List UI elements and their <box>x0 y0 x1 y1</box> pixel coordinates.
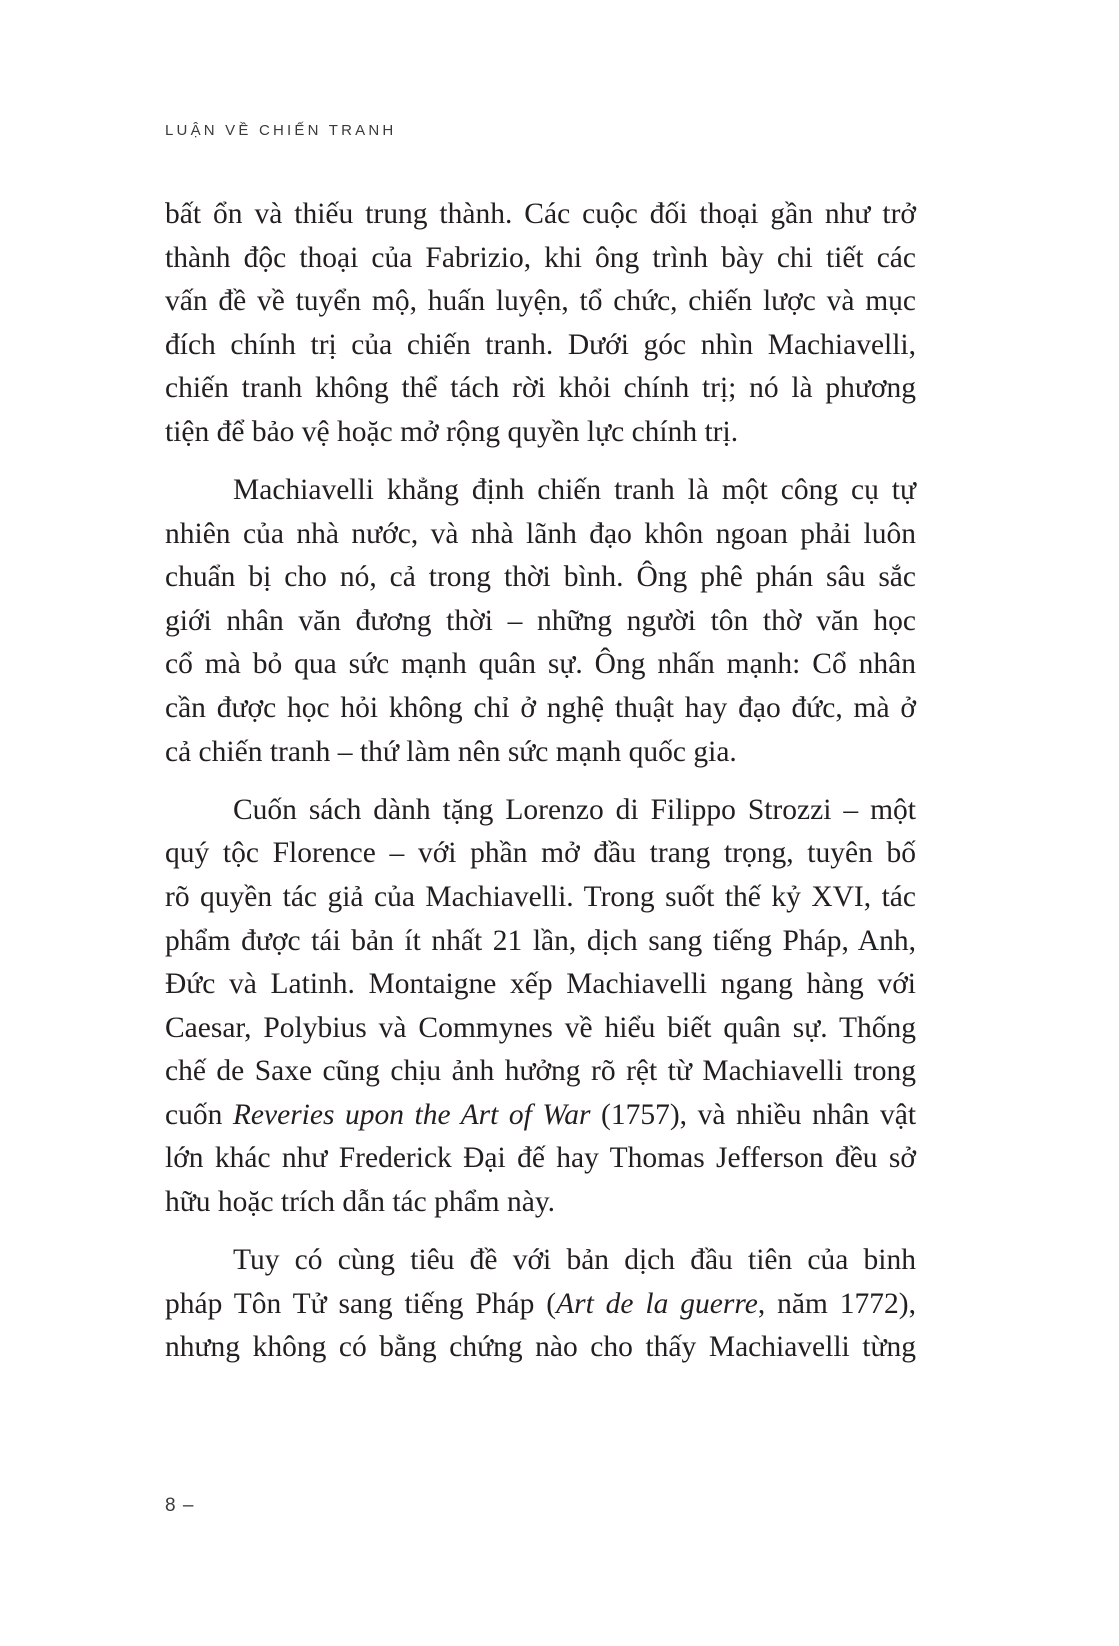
paragraph <box>165 193 916 455</box>
text-line: Đức và Latinh. Montaigne xếp Machiavelli ngang hàng với <box>165 968 916 1001</box>
text-line: thành độc thoại của Fabrizio, khi ông trình bày chi tiết các <box>165 241 916 274</box>
text-line: Tuy có cùng tiêu đề với bản dịch đầu tiên của binh <box>233 1244 916 1277</box>
text-line: chế de Saxe cũng chịu ảnh hưởng rõ rệt từ Machiavelli trong <box>165 1055 916 1088</box>
text-line: nhưng không có bằng chứng nào cho thấy Machiavelli từng <box>165 1331 916 1364</box>
text-line: nhiên của nhà nước, và nhà lãnh đạo khôn ngoan phải luôn <box>165 517 916 550</box>
text-segment: (1757), và nhiều nhân vật <box>590 1098 917 1131</box>
text-line: cổ mà bỏ qua sức mạnh quân sự. Ông nhấn mạnh: Cổ nhân <box>165 648 916 681</box>
text-line: hữu hoặc trích dẫn tác phẩm này. <box>165 1186 556 1219</box>
text-line: cần được học hỏi không chỉ ở nghệ thuật hay đạo đức, mà ở <box>165 692 916 725</box>
text-line: chuẩn bị cho nó, cả trong thời bình. Ông phê phán sâu sắc <box>165 561 916 594</box>
text-line-with-title <box>165 1283 916 1327</box>
text-line: giới nhân văn đương thời – những người tôn thờ văn học <box>165 604 916 637</box>
running-head: LUẬN VỀ CHIẾN TRANH <box>165 122 397 139</box>
paragraph <box>165 469 916 774</box>
text-line: quý tộc Florence – với phần mở đầu trang trọng, tuyên bố <box>165 837 916 870</box>
text-line: bất ổn và thiếu trung thành. Các cuộc đối thoại gần như trở <box>165 198 916 230</box>
text-line: cả chiến tranh – thứ làm nên sức mạnh quốc gia. <box>165 735 737 768</box>
book-title: Reveries upon the Art of War <box>232 1098 591 1131</box>
text-line: lớn khác như Frederick Đại đế hay Thomas Jefferson đều sở <box>165 1142 916 1175</box>
text-line: chiến tranh không thể tách rời khỏi chính trị; nó là phương <box>165 372 916 405</box>
text-line: Cuốn sách dành tặng Lorenzo di Filippo Strozzi – một <box>233 793 916 826</box>
text-line: Machiavelli khẳng định chiến tranh là một công cụ tự <box>233 474 916 507</box>
text-line-with-title <box>165 1094 916 1138</box>
paragraph <box>165 1239 916 1370</box>
text-line: đích chính trị của chiến tranh. Dưới góc nhìn Machiavelli, <box>165 328 916 361</box>
text-line: tiện để bảo vệ hoặc mở rộng quyền lực chính trị. <box>165 415 739 448</box>
text-segment: , năm 1772), <box>757 1287 916 1320</box>
text-line: vấn đề về tuyển mộ, huấn luyện, tổ chức, chiến lược và mục <box>165 285 916 318</box>
body-text <box>165 193 916 1384</box>
book-title: Art de la guerre <box>556 1287 758 1320</box>
page-number: 8 – <box>165 1495 195 1516</box>
text-segment: pháp Tôn Tử sang tiếng Pháp ( <box>165 1287 557 1320</box>
text-line: phẩm được tái bản ít nhất 21 lần, dịch sang tiếng Pháp, Anh, <box>165 924 916 957</box>
text-line: Caesar, Polybius và Commynes về hiểu biết quân sự. Thống <box>165 1011 916 1044</box>
text-line: rõ quyền tác giả của Machiavelli. Trong suốt thế kỷ XVI, tác <box>165 880 916 913</box>
paragraph <box>165 789 916 1225</box>
text-segment: cuốn <box>165 1098 233 1131</box>
